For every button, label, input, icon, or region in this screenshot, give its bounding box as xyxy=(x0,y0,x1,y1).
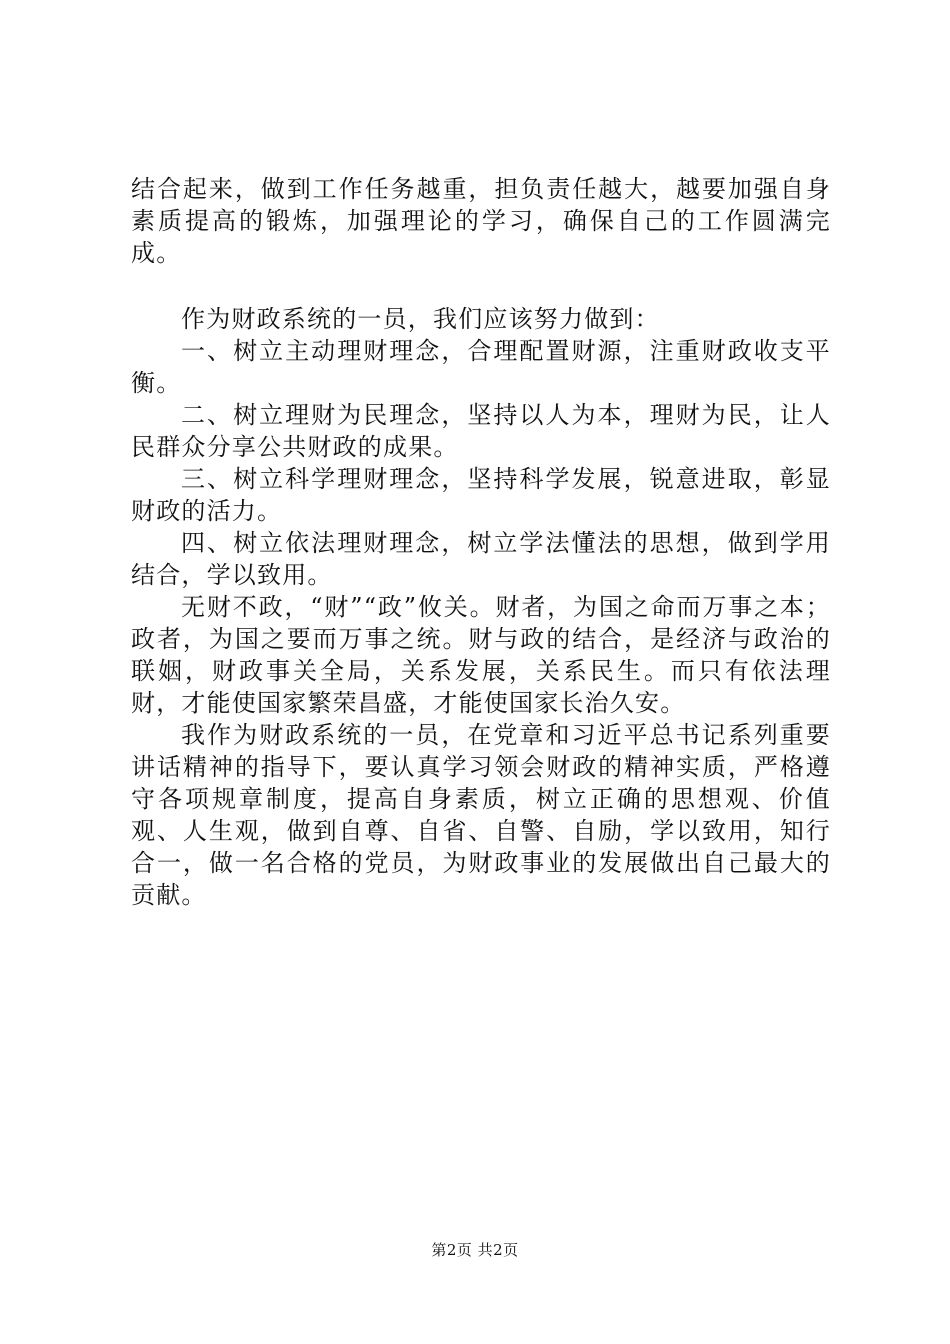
paragraph-conclusion: 我作为财政系统的一员，在党章和习近平总书记系列重要讲话精神的指导下，要认真学习领会财政的精神实质，严格遵守各项规章制度，提高自身素质，树立正确的思想观、价值观、人生观，做到自尊、自省、自警、自励，学以致用，知行合一，做一名合格的党员，为财政事业的发展做出自己最大的贡献。 xyxy=(131,721,831,909)
paragraph-point-1: 一、树立主动理财理念，合理配置财源，注重财政收支平衡。 xyxy=(131,337,831,397)
page-number: 第2页 共2页 xyxy=(431,1241,519,1259)
paragraph-continuation: 结合起来，做到工作任务越重，担负责任越大，越要加强自身素质提高的锻炼，加强理论的学习，确保自己的工作圆满完成。 xyxy=(131,175,831,267)
paragraph-point-2: 二、树立理财为民理念，坚持以人为本，理财为民，让人民群众分享公共财政的成果。 xyxy=(131,401,831,461)
paragraph-point-3: 三、树立科学理财理念，坚持科学发展，锐意进取，彰显财政的活力。 xyxy=(131,465,831,525)
paragraph-spacer xyxy=(131,269,831,303)
page-footer xyxy=(0,1240,950,1260)
document-body xyxy=(131,173,831,911)
paragraph-point-4: 四、树立依法理财理念，树立学法懂法的思想，做到学用结合，学以致用。 xyxy=(131,529,831,589)
paragraph-finance-politics: 无财不政，“财”“政”攸关。财者，为国之命而万事之本；政者，为国之要而万事之统。财与政的结合，是经济与政治的联姻，财政事关全局，关系发展，关系民生。而只有依法理财，才能使国家繁荣昌盛，才能使国家长治久安。 xyxy=(131,593,831,717)
paragraph-intro: 作为财政系统的一员，我们应该努力做到： xyxy=(181,305,660,333)
